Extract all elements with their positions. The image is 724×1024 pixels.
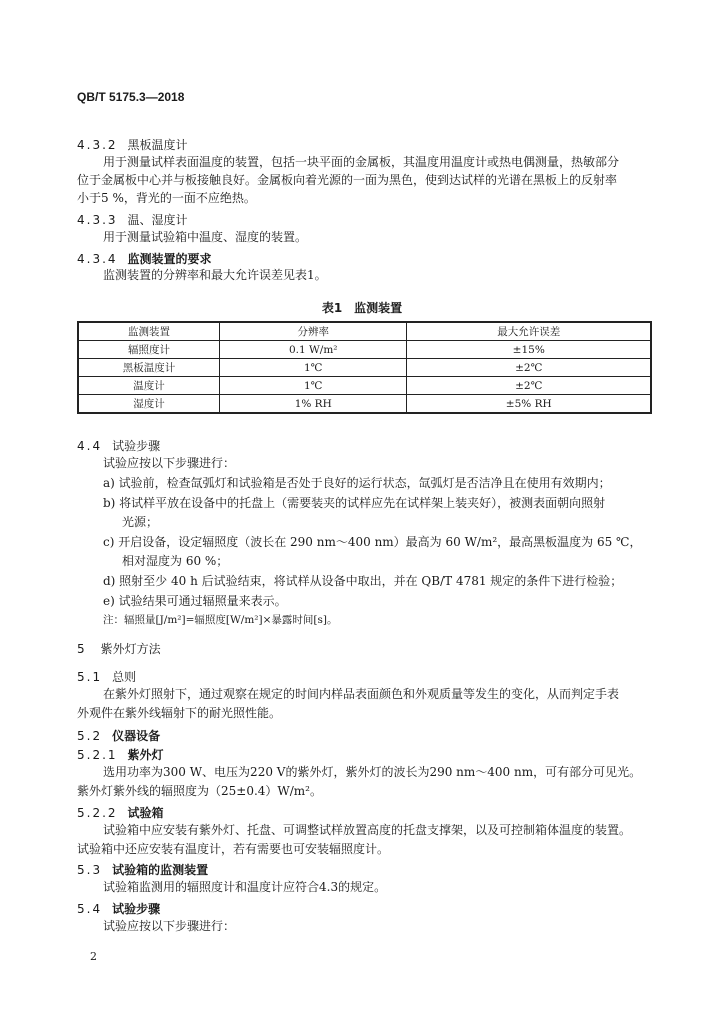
table-cell: 黑板温度计 <box>78 359 220 377</box>
table-cell: ±5% RH <box>407 395 651 414</box>
heading-5-4 <box>77 900 160 917</box>
table-cell: 1% RH <box>220 395 407 414</box>
paragraph-line: 试验应按以下步骤进行： <box>103 456 236 470</box>
paragraph-line: 在紫外灯照射下，通过观察在规定的时间内样品表面颜色和外观质量等发生的变化，从而判定手表 <box>103 687 620 701</box>
table-cell: 1℃ <box>220 359 407 377</box>
table-caption: 表1 监测装置 <box>321 301 403 315</box>
heading-5-3 <box>77 861 208 878</box>
table-header-row <box>78 322 651 341</box>
table-cell: 温度计 <box>78 377 220 395</box>
section-number: 5.2.2 <box>77 806 118 820</box>
table-cell: 0.1 W/m² <box>220 341 407 359</box>
paragraph-line: 用于测量试样表面温度的装置，包括一块平面的金属板，其温度用温度计或热电偶测量，热敏部分 <box>103 155 620 169</box>
paragraph-line: 试验箱中还应安装有温度计，若有需要也可安装辐照度计。 <box>77 842 390 856</box>
list-item: b) 将试样平放在设备中的托盘上（需要装夹的试样应先在试样架上装夹好），被测表面朝向照射 <box>103 496 606 510</box>
page-number: 2 <box>90 950 97 963</box>
heading-5-2-1 <box>77 746 164 763</box>
heading-5-2 <box>77 727 160 744</box>
table-cell: 湿度计 <box>78 395 220 414</box>
section-number: 4.3.3 <box>77 213 118 227</box>
list-item: e) 试验结果可通过辐照量来表示。 <box>103 594 287 608</box>
heading-4-3-4 <box>77 250 212 267</box>
column-header: 分辨率 <box>220 322 407 341</box>
section-title: 监测装置的要求 <box>127 252 212 266</box>
section-number: 5 <box>77 642 87 656</box>
paragraph-line: 试验箱监测用的辐照度计和温度计应符合4.3的规定。 <box>103 880 387 894</box>
paragraph-line: 紫外灯紫外线的辐照度为（25±0.4）W/m²。 <box>77 784 322 798</box>
section-title: 总则 <box>112 670 137 684</box>
table-cell: ±15% <box>407 341 651 359</box>
heading-5-2-2 <box>77 804 164 821</box>
section-number: 4.3.4 <box>77 252 118 266</box>
paragraph-line: 位于金属板中心并与板接触良好。金属板向着光源的一面为黑色，使到达试样的光谱在黑板上的反射率 <box>77 173 618 187</box>
section-title: 试验箱 <box>127 806 164 820</box>
list-item: a) 试验前，检查氙弧灯和试验箱是否处于良好的运行状态，氙弧灯是否洁净且在使用有效期内； <box>103 476 611 490</box>
section-title: 紫外灯方法 <box>100 642 161 656</box>
section-title: 仪器设备 <box>112 729 161 743</box>
section-title: 试验步骤 <box>112 902 161 916</box>
paragraph-line: 选用功率为300 W、电压为220 V的紫外灯，紫外灯的波长为290 nm～400 nm，可有部分可见光。 <box>103 765 642 779</box>
table-cell: ±2℃ <box>407 359 651 377</box>
heading-5 <box>77 640 161 657</box>
list-item: d) 照射至少 40 h 后试验结束，将试样从设备中取出，并在 QB/T 4781 规定的条件下进行检验； <box>103 574 623 588</box>
section-title: 试验步骤 <box>112 439 161 453</box>
paragraph-line: 监测装置的分辨率和最大允许误差见表1。 <box>103 268 327 282</box>
heading-4-3-2 <box>77 136 188 153</box>
paragraph-line: 用于测量试验箱中温度、湿度的装置。 <box>103 230 308 244</box>
table-row <box>78 377 651 395</box>
column-header: 最大允许误差 <box>407 322 651 341</box>
section-number: 4.4 <box>77 439 103 453</box>
section-number: 4.3.2 <box>77 138 118 152</box>
table-row <box>78 395 651 414</box>
list-item-continuation: 相对湿度为 60 %； <box>122 554 229 568</box>
list-item-continuation: 光源； <box>122 515 159 529</box>
section-number: 5.2.1 <box>77 748 118 762</box>
paragraph-line: 试验应按以下步骤进行： <box>103 919 236 933</box>
column-header: 监测装置 <box>78 322 220 341</box>
note: 注：辐照量[J/m²]=辐照度[W/m²]×暴露时间[s]。 <box>103 614 338 626</box>
standard-header: QB/T 5175.3—2018 <box>77 90 185 104</box>
paragraph-line: 外观件在紫外线辐射下的耐光照性能。 <box>77 706 282 720</box>
section-title: 黑板温度计 <box>127 138 188 152</box>
section-title: 试验箱的监测装置 <box>112 863 209 877</box>
section-number: 5.2 <box>77 729 103 743</box>
table-cell: 1℃ <box>220 377 407 395</box>
paragraph-line: 试验箱中应安装有紫外灯、托盘、可调整试样放置高度的托盘支撑架，以及可控制箱体温度的装置。 <box>103 823 632 837</box>
table-row <box>78 341 651 359</box>
heading-5-1 <box>77 668 136 685</box>
heading-4-3-3 <box>77 211 188 228</box>
monitoring-table <box>77 321 652 414</box>
section-number: 5.3 <box>77 863 103 877</box>
section-number: 5.1 <box>77 670 103 684</box>
paragraph-line: 小于5 %，背光的一面不应绝热。 <box>77 191 256 205</box>
table-cell: ±2℃ <box>407 377 651 395</box>
section-number: 5.4 <box>77 902 103 916</box>
heading-4-4 <box>77 437 160 454</box>
table-row <box>78 359 651 377</box>
section-title: 紫外灯 <box>127 748 164 762</box>
section-title: 温、湿度计 <box>127 213 188 227</box>
list-item: c) 开启设备，设定辐照度（波长在 290 nm～400 nm）最高为 60 W/m²，最高黑板温度为 65 ℃， <box>103 535 642 549</box>
table-cell: 辐照度计 <box>78 341 220 359</box>
